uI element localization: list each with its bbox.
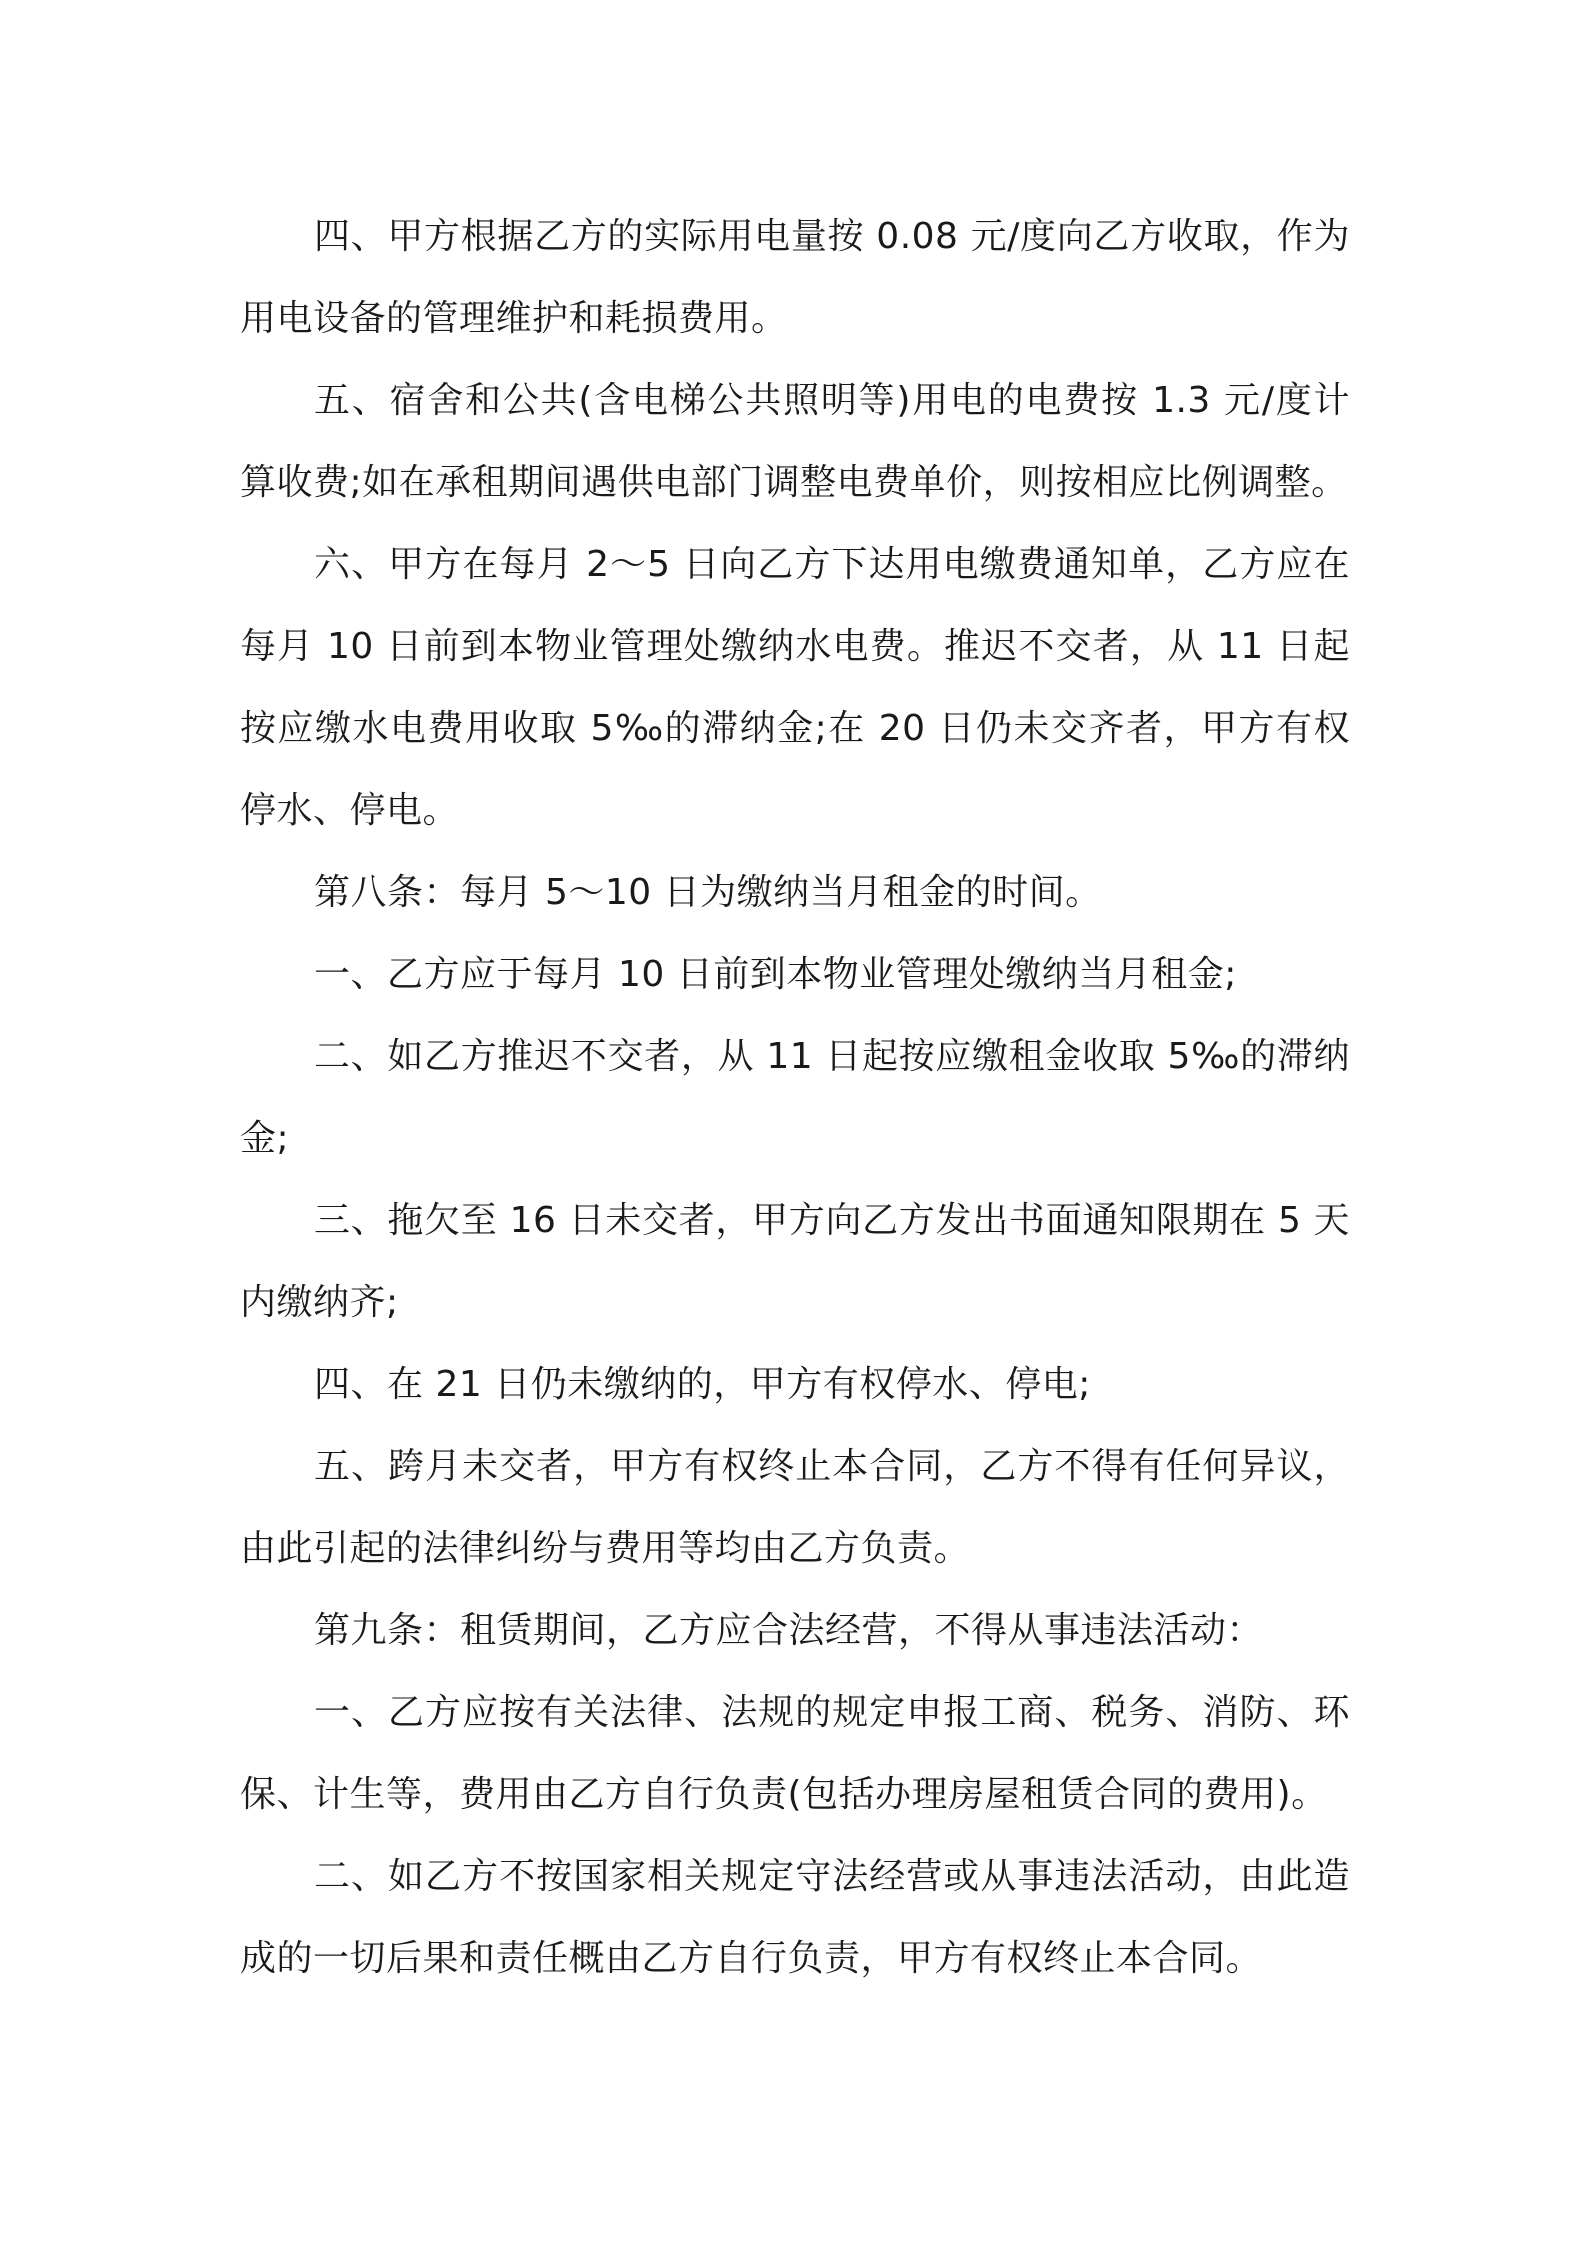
- article-9-clause-2: 二、如乙方不按国家相关规定守法经营或从事违法活动，由此造成的一切后果和责任概由乙方自行负责，甲方有权终止本合同。: [240, 1856, 1350, 1979]
- article-9-heading: 第九条：租赁期间，乙方应合法经营，不得从事违法活动：: [314, 1610, 1264, 1651]
- article-8-clause-5: 五、跨月未交者，甲方有权终止本合同，乙方不得有任何异议，由此引起的法律纠纷与费用等均由乙方负责。: [240, 1446, 1350, 1569]
- document-body: [240, 196, 1350, 2000]
- article-8-clause-4: 四、在 21 日仍未缴纳的，甲方有权停水、停电;: [314, 1364, 1091, 1405]
- article-8-clause-2: 二、如乙方推迟不交者，从 11 日起按应缴租金收取 5‰的滞纳金;: [240, 1036, 1350, 1159]
- paragraph-utility-payment-notice: 六、甲方在每月 2～5 日向乙方下达用电缴费通知单，乙方应在每月 10 日前到本物业管理处缴纳水电费。推迟不交者，从 11 日起按应缴水电费用收取 5‰的滞纳金;在 20 日仍未交齐者，甲方有权停水、停电。: [240, 544, 1350, 831]
- paragraph-dormitory-electricity-rate: 五、宿舍和公共(含电梯公共照明等)用电的电费按 1.3 元/度计算收费;如在承租期间遇供电部门调整电费单价，则按相应比例调整。: [240, 380, 1350, 503]
- article-8-heading: 第八条：每月 5～10 日为缴纳当月租金的时间。: [314, 872, 1102, 913]
- article-8-clause-1: 一、乙方应于每月 10 日前到本物业管理处缴纳当月租金;: [314, 954, 1237, 995]
- paragraph-electricity-management-fee: 四、甲方根据乙方的实际用电量按 0.08 元/度向乙方收取，作为用电设备的管理维护和耗损费用。: [240, 216, 1350, 339]
- article-9-clause-1: 一、乙方应按有关法律、法规的规定申报工商、税务、消防、环保、计生等，费用由乙方自行负责(包括办理房屋租赁合同的费用)。: [240, 1692, 1350, 1815]
- article-8-clause-3: 三、拖欠至 16 日未交者，甲方向乙方发出书面通知限期在 5 天内缴纳齐;: [240, 1200, 1350, 1323]
